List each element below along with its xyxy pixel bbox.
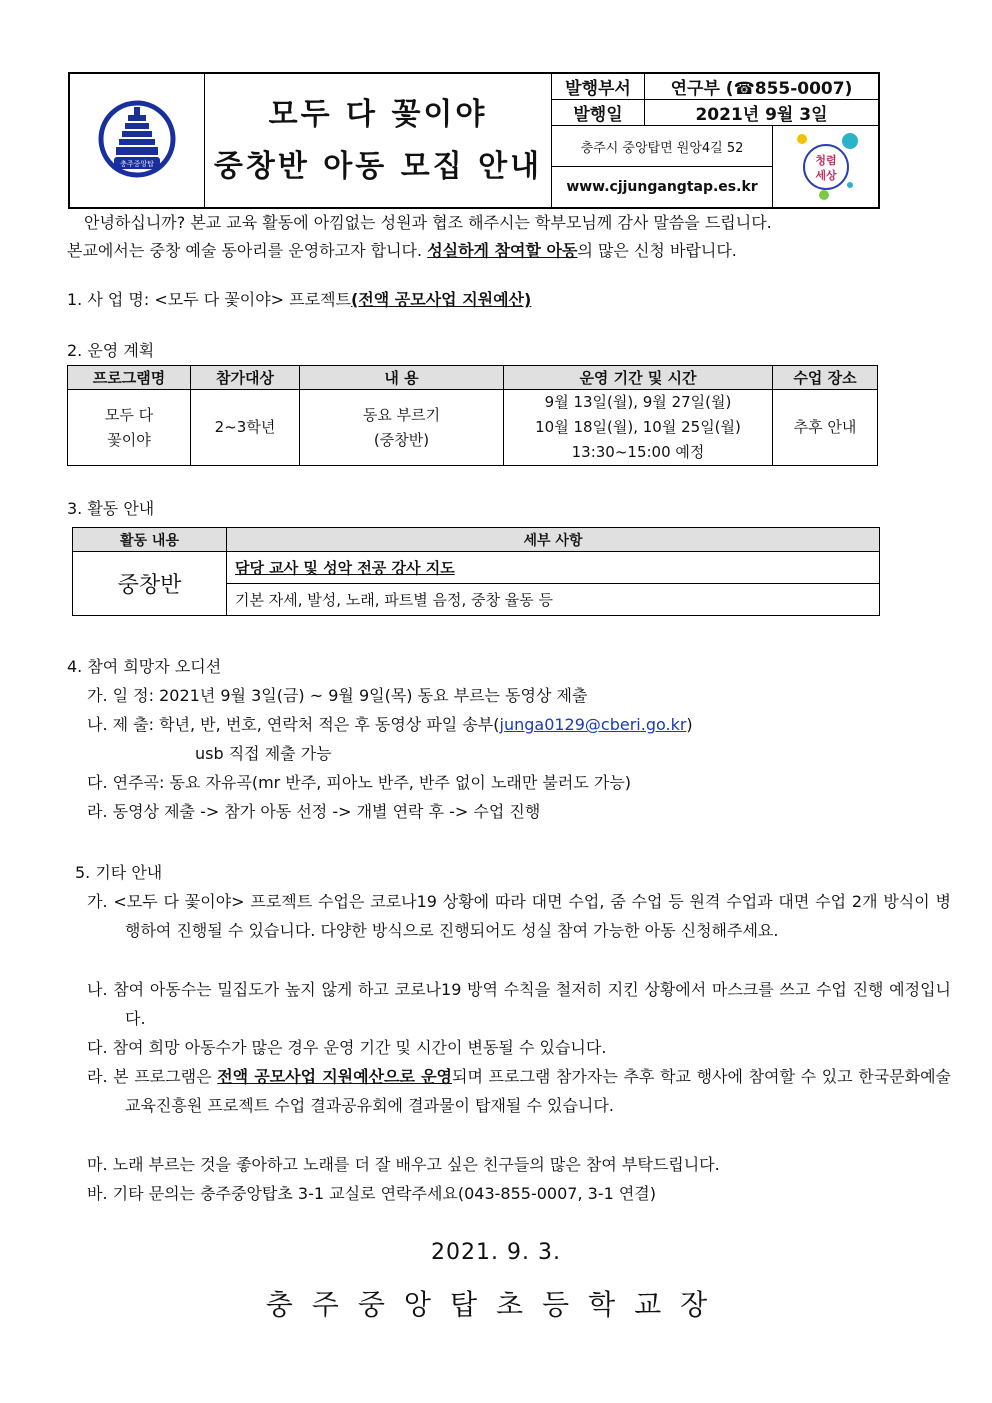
plan-place: 추후 안내	[773, 390, 878, 466]
plan-header-target: 참가대상	[191, 366, 300, 390]
intro-line-2-underlined: 성실하게 참여할 아동	[427, 241, 578, 260]
school-address: 충주시 중앙탑면 원앙4길 52	[552, 126, 773, 167]
plan-content-2: (중창반)	[373, 430, 430, 449]
section-4-item-c: 다. 연주곡: 동요 자유곡(mr 반주, 피아노 반주, 반주 없이 노래만 불러도 가능)	[87, 773, 632, 792]
principal-signature: 충주중앙탑초등학교장	[265, 1288, 727, 1321]
intro-line-2-a: 본교에서는 중창 예술 동아리를 운영하고자 합니다.	[67, 241, 428, 260]
section-5-title: 5. 기타 안내	[75, 863, 163, 882]
email-link[interactable]: junga0129@cberi.go.kr	[499, 715, 687, 734]
section-5-item-d-bold: 전액 공모사업 지원예산으로 운영	[217, 1067, 452, 1086]
plan-period-3: 13:30~15:00 예정	[571, 443, 705, 461]
section-5-item-c: 다. 참여 희망 아동수가 많은 경우 운영 기간 및 시간이 변동될 수 있습니다.	[87, 1038, 607, 1057]
table-row	[73, 552, 880, 584]
section-5-item-e: 마. 노래 부르는 것을 좋아하고 노래를 더 잘 배우고 싶은 친구들의 많은 참여 부탁드립니다.	[87, 1155, 720, 1174]
integrity-badge-cell	[773, 126, 880, 209]
plan-content-1: 동요 부르기	[362, 405, 441, 424]
section-4-item-b	[87, 710, 693, 739]
section-5-item-d-pre: 라. 본 프로그램은	[87, 1067, 218, 1086]
logo-text: 충주중앙탑	[120, 159, 154, 168]
section-4-item-d: 라. 동영상 제출 -> 참가 아동 선정 -> 개별 연락 후 -> 수업 진행	[87, 802, 541, 821]
plan-program-cell	[68, 390, 191, 466]
school-url[interactable]: www.cjjungangtap.es.kr	[552, 167, 773, 209]
intro-line-2	[67, 236, 927, 265]
section-5-item-f: 바. 기타 문의는 충주중앙탑초 3-1 교실로 연락주세요(043-855-0007, 3-1 연결)	[87, 1184, 656, 1203]
section-5-item-a: 가. <모두 다 꽃이야> 프로젝트 수업은 코로나19 상황에 따라 대면 수업, 줌 수업 등 원격 수업과 대면 수업 2개 방식이 병행하여 진행될 수 있습니다. 다양한 방식으로 진행되어도 성실 참여 가능한 아동 신청해주세요.	[87, 892, 951, 940]
plan-content-cell	[300, 390, 504, 466]
table-row	[68, 390, 878, 466]
section-1	[67, 285, 531, 314]
plan-table	[67, 365, 878, 466]
dept-value: 연구부 (☎855-0007)	[645, 73, 880, 100]
section-4-item-b-text: 나. 제 출: 학년, 반, 번호, 연락처 적은 후 동영상 파일 송부(	[87, 715, 500, 734]
header-table	[68, 72, 880, 209]
plan-target: 2~3학년	[191, 390, 300, 466]
section-1-bold: (전액 공모사업 지원예산)	[351, 290, 532, 309]
plan-period-1: 9월 13일(월), 9월 27일(월)	[544, 393, 732, 411]
title-line-2: 중창반 아동 모집 안내	[213, 148, 543, 184]
intro-line-1: 안녕하십니까? 본교 교육 활동에 아낌없는 성원과 협조 해주시는 학부모님께 감사 말씀을 드립니다.	[84, 213, 772, 232]
plan-period-2: 10월 18일(월), 10월 25일(월)	[535, 418, 741, 436]
section-4-item-a: 가. 일 정: 2021년 9월 3일(금) ~ 9월 9일(목) 동요 부르는 동영상 제출	[87, 686, 588, 705]
dept-label: 발행부서	[552, 73, 645, 100]
activity-detail-1: 담당 교사 및 성악 전공 강사 지도	[227, 552, 880, 584]
section-4-title: 4. 참여 희망자 오디션	[67, 657, 222, 676]
school-logo-cell	[69, 73, 205, 208]
badge-text-1: 청렴	[814, 153, 837, 167]
plan-program-1: 모두 다	[104, 405, 154, 424]
intro-line-2-b: 의 많은 신청 바랍니다.	[577, 241, 737, 260]
section-3-title: 3. 활동 안내	[67, 499, 155, 518]
section-4-item-b2: usb 직접 제출 가능	[195, 744, 332, 763]
plan-header-place: 수업 장소	[773, 366, 878, 390]
pagoda-logo-icon	[98, 93, 176, 185]
section-5-item-d-post: 되며 프로그램 참가자는 추후 학교 행사에 참여할 수 있고 한국문화예술교육진흥원 프로젝트 수업 결과공유회에 결과물이 탑재될 수 있습니다.	[125, 1067, 951, 1115]
section-2-title: 2. 운영 계획	[67, 341, 155, 360]
section-1-text: 1. 사 업 명: <모두 다 꽃이야> 프로젝트	[67, 290, 351, 309]
activity-detail-2: 기본 자세, 발성, 노래, 파트별 음정, 중창 율동 등	[227, 584, 880, 616]
activity-name: 중창반	[73, 552, 227, 616]
activity-table	[72, 527, 880, 616]
activity-header-detail: 세부 사항	[227, 528, 880, 552]
plan-program-2: 꽃이야	[107, 430, 151, 449]
plan-header-program: 프로그램명	[68, 366, 191, 390]
title-cell	[205, 73, 552, 208]
title-line-1: 모두 다 꽃이야	[268, 96, 488, 132]
section-5-item-d	[87, 1062, 951, 1120]
date-value: 2021년 9월 3일	[645, 100, 880, 126]
section-5-item-b: 나. 참여 아동수는 밀집도가 높지 않게 하고 코로나19 방역 수칙을 철저히 지킨 상황에서 마스크를 쓰고 수업 진행 예정입니다.	[87, 980, 951, 1028]
badge-text-2: 세상	[814, 168, 837, 182]
issue-date: 2021. 9. 3.	[431, 1240, 561, 1265]
activity-header-content: 활동 내용	[73, 528, 227, 552]
plan-header-content: 내 용	[300, 366, 504, 390]
integrity-badge-icon	[784, 129, 868, 201]
section-4-item-b-close: )	[686, 715, 693, 734]
plan-header-period: 운영 기간 및 시간	[504, 366, 773, 390]
date-label: 발행일	[552, 100, 645, 126]
plan-period-cell	[504, 390, 773, 466]
